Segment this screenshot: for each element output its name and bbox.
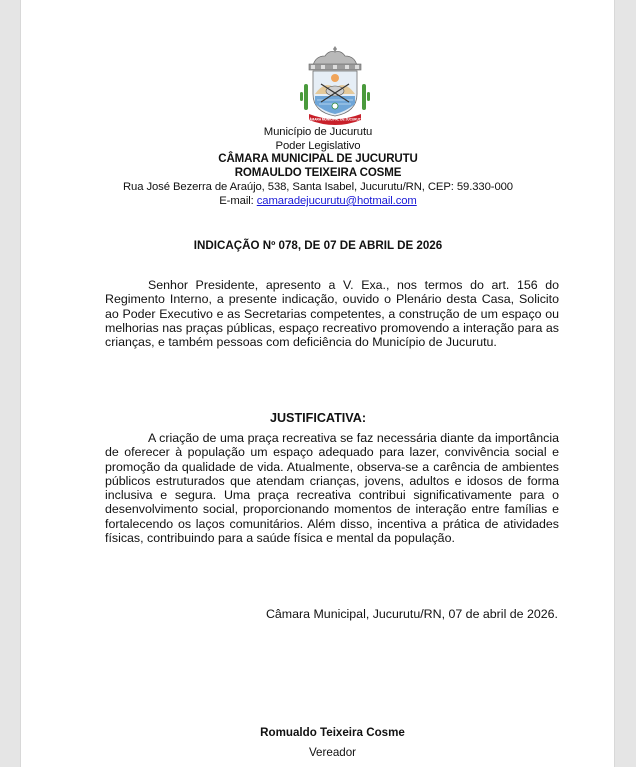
header-building-name: ROMAULDO TEIXEIRA COSME — [234, 167, 402, 179]
municipal-coat-of-arms-logo — [295, 44, 375, 126]
header-municipality: Município de Jucurutu — [263, 126, 373, 138]
header-chamber-name: CÂMARA MUNICIPAL DE JUCURUTU — [218, 153, 418, 165]
signature-role: Vereador — [308, 746, 357, 759]
shield-icon — [313, 71, 357, 116]
svg-text:CÂMARA MUNICIPAL DE JUCURUTU: CÂMARA MUNICIPAL DE JUCURUTU — [306, 117, 364, 122]
header-email-line — [0, 195, 636, 208]
justification-paragraph: A criação de uma praça recreativa se faz necessária diante da importância de oferecer à população um espaço adequado para lazer, convivência social e promoção da qualidade de vida. Atualmente, observa-se a carência de ambientes públicos estruturados que atendam crianças, jovens, adultos e idosos de forma inclusiva e segura. Uma praça recreativa contribui significativamente para o desenvolvimento social, proporcionando momentos de interação entre famílias e fortalecendo os laços comunitários. Além disso, incentiva a prática de atividades físicas, contribuindo para a saúde física e mental da população. — [105, 431, 559, 546]
email-link[interactable]: camaradejucurutu@hotmail.com — [256, 195, 417, 207]
header-branch: Poder Legislativo — [275, 140, 361, 152]
justification-heading: JUSTIFICATIVA: — [269, 411, 367, 425]
signature-name: Romualdo Teixeira Cosme — [260, 726, 405, 739]
email-label: E-mail: — [219, 195, 257, 207]
document-title: INDICAÇÃO Nº 078, DE 07 DE ABRIL DE 2026 — [193, 239, 443, 252]
crown-icon — [309, 46, 361, 70]
dateline: Câmara Municipal, Jucurutu/RN, 07 de abril de 2026. — [265, 607, 558, 621]
request-paragraph: Senhor Presidente, apresento a V. Exa., nos termos do art. 156 do Regimento Interno, a presente indicação, ouvido o Plenário desta Casa, Solicito ao Poder Executivo e as Secretarias competentes, a construção de um espaço ou melhorias nas praças públicas, espaço recreativo promovendo a interação para as crianças, e também pessoas com deficiência do Município de Jucurutu. — [105, 278, 559, 350]
header-address: Rua José Bezerra de Araújo, 538, Santa Isabel, Jucurutu/RN, CEP: 59.330-000 — [122, 181, 513, 193]
